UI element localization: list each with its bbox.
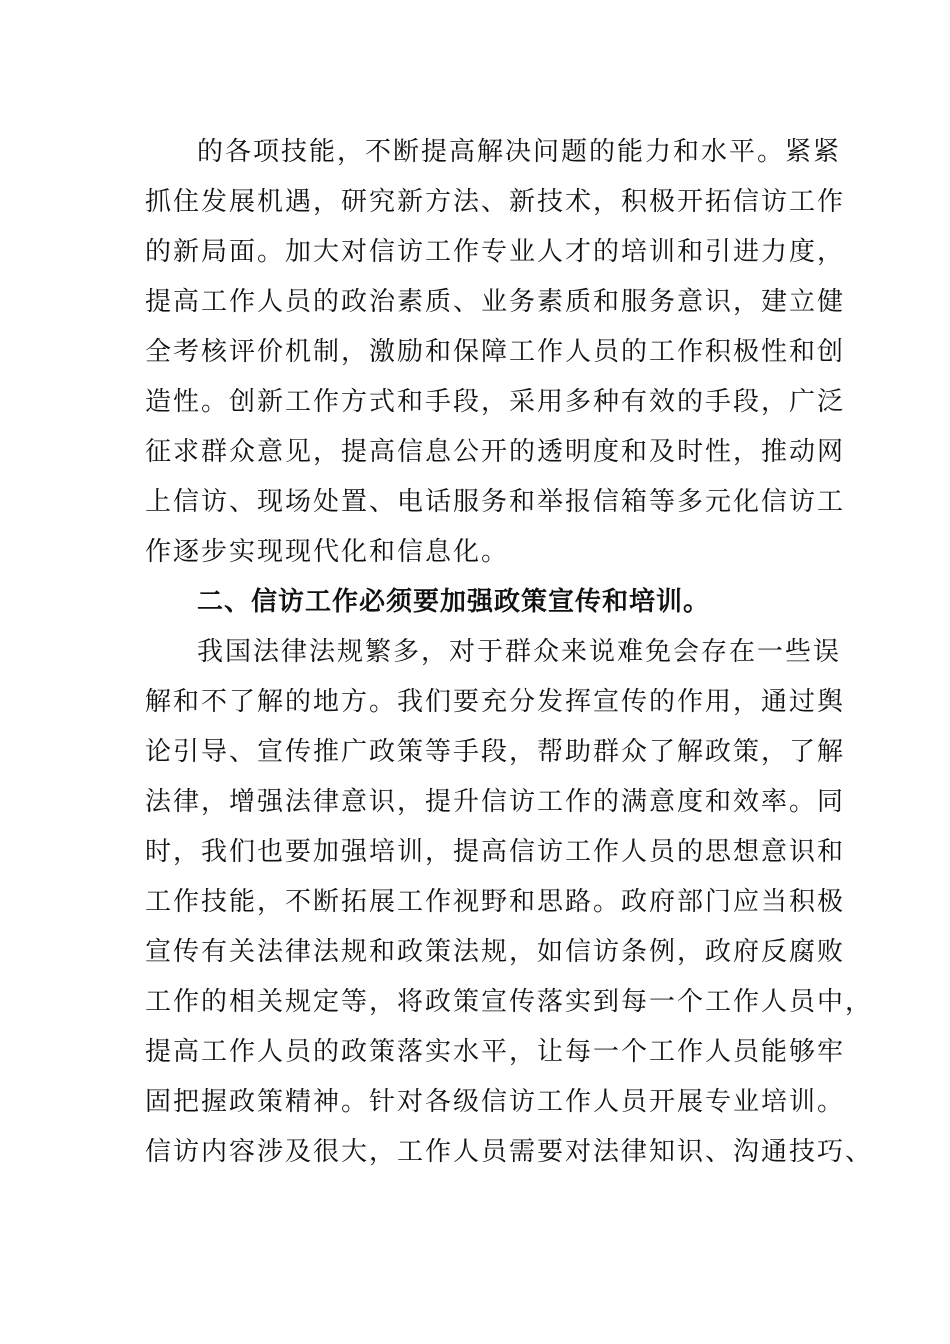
- paragraph-1-line-7: 征求群众意见，提高信息公开的透明度和及时性，推动网: [145, 437, 846, 467]
- paragraph-1-line-9: 作逐步实现现代化和信息化。: [145, 537, 510, 567]
- section-heading-2: 二、信访工作必须要加强政策宣传和培训。: [197, 587, 711, 617]
- paragraph-2-line-3: 论引导、宣传推广政策等手段，帮助群众了解政策，了解: [145, 737, 846, 767]
- paragraph-2-line-5: 时，我们也要加强培训，提高信访工作人员的思想意识和: [145, 837, 846, 867]
- paragraph-1-line-5: 全考核评价机制，激励和保障工作人员的工作积极性和创: [145, 337, 846, 367]
- paragraph-2-line-8: 工作的相关规定等，将政策宣传落实到每一个工作人员中，: [145, 987, 874, 1017]
- paragraph-1-line-2: 抓住发展机遇，研究新方法、新技术，积极开拓信访工作: [145, 187, 846, 217]
- paragraph-2-line-7: 宣传有关法律法规和政策法规，如信访条例，政府反腐败: [145, 937, 846, 967]
- paragraph-2-line-2: 解和不了解的地方。我们要充分发挥宣传的作用，通过舆: [145, 687, 846, 717]
- paragraph-2-line-4: 法律，增强法律意识，提升信访工作的满意度和效率。同: [145, 787, 846, 817]
- paragraph-1-line-1: 的各项技能，不断提高解决问题的能力和水平。紧紧: [197, 137, 842, 167]
- paragraph-2-line-10: 固把握政策精神。针对各级信访工作人员开展专业培训。: [145, 1087, 846, 1117]
- paragraph-1-line-8: 上信访、现场处置、电话服务和举报信箱等多元化信访工: [145, 487, 846, 517]
- paragraph-2-line-1: 我国法律法规繁多，对于群众来说难免会存在一些误: [197, 637, 842, 667]
- paragraph-1-line-4: 提高工作人员的政治素质、业务素质和服务意识，建立健: [145, 287, 846, 317]
- paragraph-2-line-11: 信访内容涉及很大，工作人员需要对法律知识、沟通技巧、: [145, 1137, 874, 1167]
- paragraph-2-line-9: 提高工作人员的政策落实水平，让每一个工作人员能够牢: [145, 1037, 846, 1067]
- paragraph-1-line-3: 的新局面。加大对信访工作专业人才的培训和引进力度，: [145, 237, 846, 267]
- paragraph-1-line-6: 造性。创新工作方式和手段，采用多种有效的手段，广泛: [145, 387, 846, 417]
- paragraph-2-line-6: 工作技能，不断拓展工作视野和思路。政府部门应当积极: [145, 887, 846, 917]
